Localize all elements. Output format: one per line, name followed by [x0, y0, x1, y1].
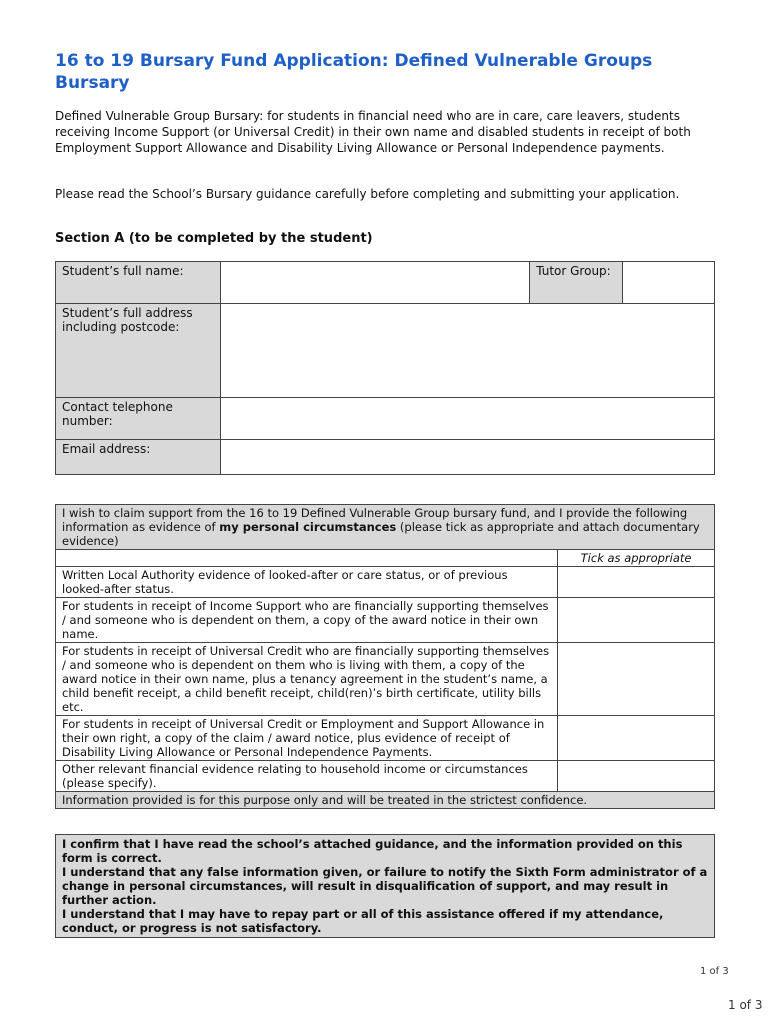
tick-box[interactable]	[558, 761, 715, 792]
declaration-line: I understand that any false information given, or failure to notify the Sixth Form administrator of a change in personal circumstances, will result in disqualification of support, and may result in further action.	[62, 865, 708, 907]
tick-box[interactable]	[558, 598, 715, 643]
evidence-row: For students in receipt of Universal Credit or Employment and Support Allowance in their own right, a copy of the claim / award notice, plus evidence of receipt of Disability Living Allowance or Personal Independence Payments.	[56, 716, 558, 761]
student-details-table	[55, 261, 715, 475]
tick-box[interactable]	[558, 716, 715, 761]
page-title: 16 to 19 Bursary Fund Application: Defined Vulnerable Groups Bursary	[55, 51, 653, 93]
tick-header: Tick as appropriate	[558, 550, 715, 567]
evidence-table	[55, 504, 715, 809]
address-field[interactable]	[220, 304, 714, 398]
tutor-group-label: Tutor Group:	[530, 262, 623, 304]
evidence-intro: I wish to claim support from the 16 to 19 Defined Vulnerable Group bursary fund, and I provide the following information as evidence of my personal circumstances (please tick as appropriate and attach documentary evidence)	[56, 505, 715, 550]
page-number-outer: 1 of 3	[728, 998, 763, 1012]
evidence-row: For students in receipt of Income Support who are financially supporting themselves / and someone who is dependent on them, a copy of the award notice in their own name.	[56, 598, 558, 643]
evidence-row: Written Local Authority evidence of looked-after or care status, or of previous looked-after status.	[56, 567, 558, 598]
declaration-line: I confirm that I have read the school’s attached guidance, and the information provided on this form is correct.	[62, 837, 683, 865]
address-label: Student’s full address including postcode:	[56, 304, 221, 398]
email-label: Email address:	[56, 440, 221, 475]
phone-label: Contact telephone number:	[56, 398, 221, 440]
tick-box[interactable]	[558, 643, 715, 716]
full-name-field[interactable]	[220, 262, 529, 304]
tick-header-spacer	[56, 550, 558, 567]
phone-field[interactable]	[220, 398, 714, 440]
confidentiality-note: Information provided is for this purpose only and will be treated in the strictest confidence.	[56, 792, 715, 809]
intro-paragraph: Defined Vulnerable Group Bursary: for students in financial need who are in care, care leavers, students receiving Income Support (or Universal Credit) in their own name and disabled students in receipt of both Employment Support Allowance and Disability Living Allowance or Personal Independence payments.	[55, 109, 691, 155]
tutor-group-field[interactable]	[623, 262, 715, 304]
evidence-row: Other relevant financial evidence relating to household income or circumstances (please specify).	[56, 761, 558, 792]
declaration-line: I understand that I may have to repay part or all of this assistance offered if my attendance, conduct, or progress is not satisfactory.	[62, 907, 664, 935]
full-name-label: Student’s full name:	[56, 262, 221, 304]
section-a-heading: Section A (to be completed by the student)	[55, 231, 373, 246]
guidance-note: Please read the School’s Bursary guidance carefully before completing and submitting your application.	[55, 187, 680, 201]
declaration-text	[56, 835, 715, 938]
declaration-box	[55, 834, 715, 938]
email-field[interactable]	[220, 440, 714, 475]
evidence-row: For students in receipt of Universal Credit who are financially supporting themselves / and someone who is dependent on them who is living with them, a copy of the award notice in their own name, plus a tenancy agreement in the student’s name, a child benefit receipt, a child benefit receipt, child(ren)’s birth certificate, utility bills etc.	[56, 643, 558, 716]
tick-box[interactable]	[558, 567, 715, 598]
page-number-inner: 1 of 3	[700, 966, 729, 977]
